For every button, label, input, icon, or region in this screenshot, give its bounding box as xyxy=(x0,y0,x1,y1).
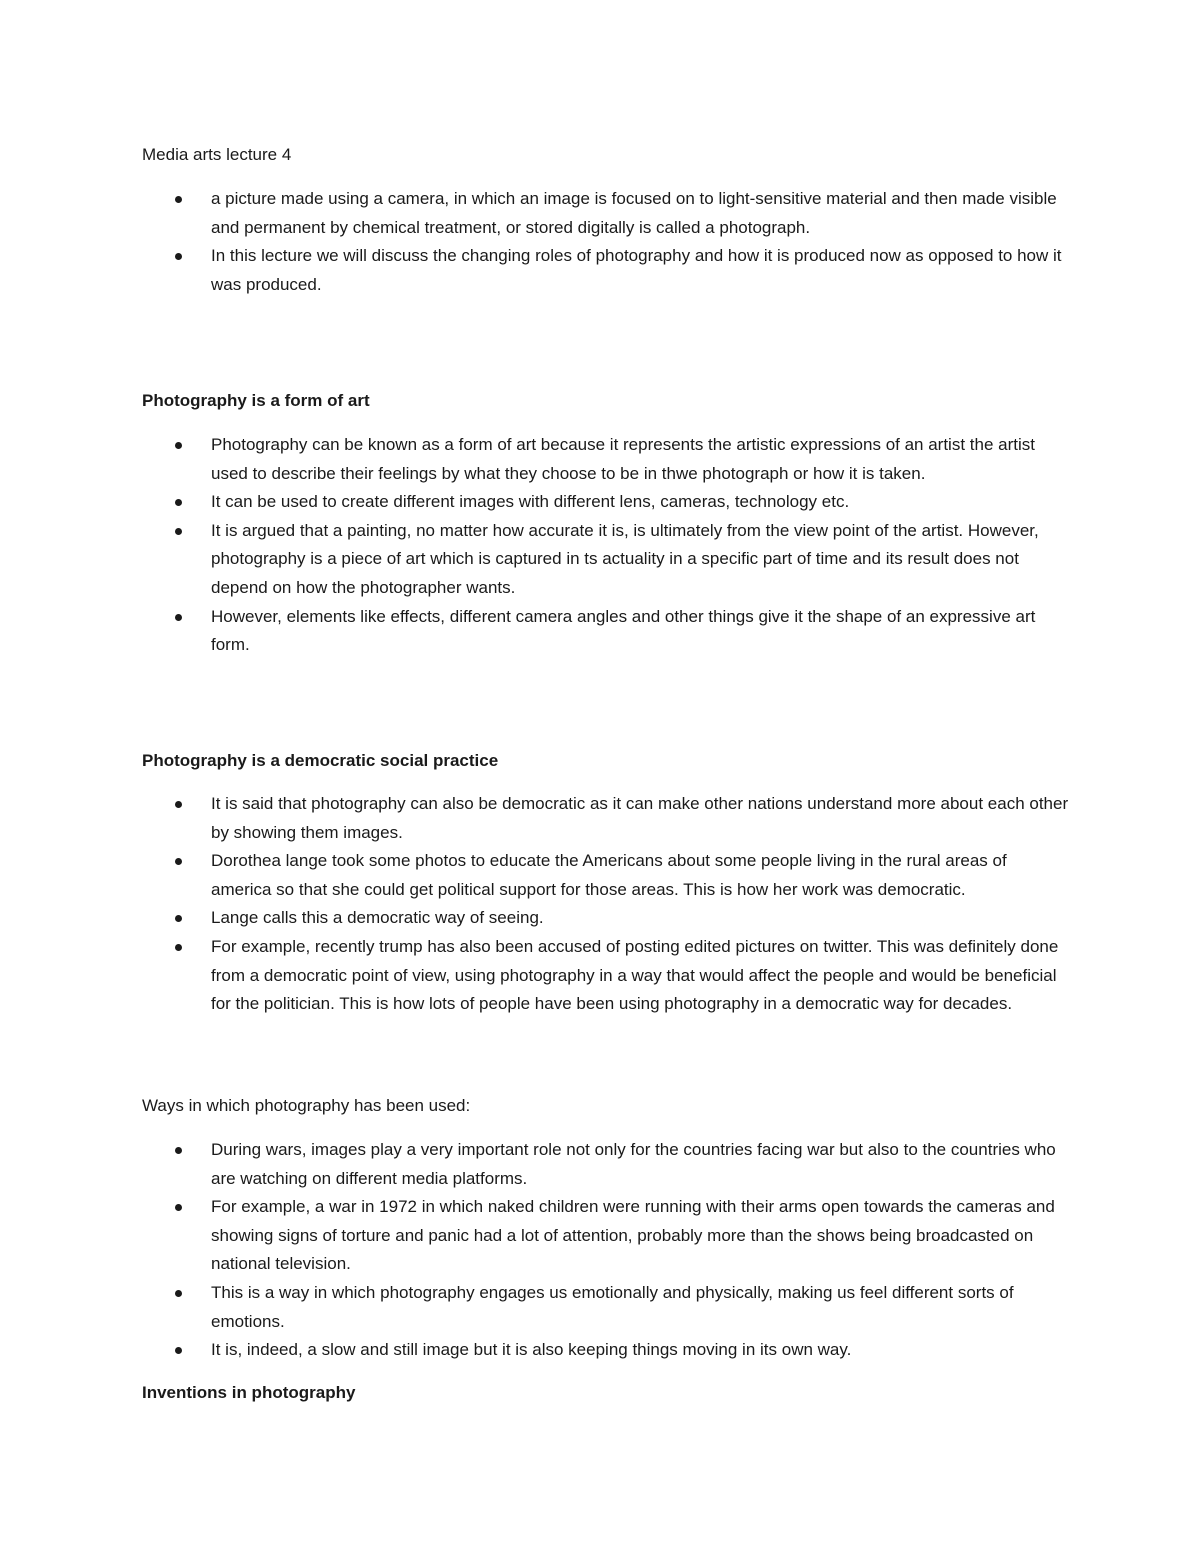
list-item xyxy=(0,603,1071,660)
document-title: Media arts lecture 4 xyxy=(142,145,292,164)
bullet-icon xyxy=(175,528,182,535)
list-item xyxy=(0,790,1071,847)
bullet-icon xyxy=(175,858,182,865)
list-item-text: Dorothea lange took some photos to educate the Americans about some people living in the rural areas of america so that she could get political support for those areas. This is how her work was democratic. xyxy=(211,851,1007,899)
list-item-text: In this lecture we will discuss the changing roles of photography and how it is produced now as opposed to how it was produced. xyxy=(211,246,1062,294)
bullet-icon xyxy=(175,915,182,922)
bullet-icon xyxy=(175,944,182,951)
list-item-text: During wars, images play a very important role not only for the countries facing war but also to the countries who are watching on different media platforms. xyxy=(211,1140,1056,1188)
list-item xyxy=(0,847,1071,904)
list-item-text: For example, a war in 1972 in which naked children were running with their arms open towards the cameras and showing signs of torture and panic had a lot of attention, probably more than the shows being broadcasted on national television. xyxy=(211,1197,1055,1274)
list-item xyxy=(0,431,1071,488)
list-item-text: For example, recently trump has also been accused of posting edited pictures on twitter. This was definitely done from a democratic point of view, using photography in a way that would affect the people and would be beneficial for the politician. This is how lots of people have been using photography in a democratic way for decades. xyxy=(211,936,1059,1014)
list-item-text: However, elements like effects, different camera angles and other things give it the shape of an expressive art form. xyxy=(211,606,1036,655)
ways-bullet-list xyxy=(0,1136,1200,1365)
intro-bullet-list xyxy=(0,185,1200,299)
list-item xyxy=(0,1336,1071,1365)
bullet-icon xyxy=(175,1204,182,1211)
section-label-ways: Ways in which photography has been used: xyxy=(142,1096,471,1115)
list-item xyxy=(0,185,1071,242)
list-item xyxy=(0,517,1071,603)
section-heading-democratic: Photography is a democratic social practice xyxy=(142,751,499,770)
bullet-icon xyxy=(175,442,182,449)
bullet-icon xyxy=(175,499,182,506)
bullet-icon xyxy=(175,196,182,203)
section-heading-art: Photography is a form of art xyxy=(142,391,370,410)
list-item xyxy=(0,1136,1071,1193)
list-item-text: It is argued that a painting, no matter how accurate it is, is ultimately from the view point of the artist. However, photography is a piece of art which is captured in ts actuality in a specific part of time and its result does not depend on how the photographer wants. xyxy=(211,520,1039,597)
section-heading-inventions: Inventions in photography xyxy=(142,1383,356,1402)
list-item xyxy=(0,933,1071,1019)
list-item xyxy=(0,904,1071,933)
list-item-text: Photography can be known as a form of art because it represents the artistic expressions of an artist the artist used to describe their feelings by what they choose to be in thwe photograph or how it is taken. xyxy=(211,435,1035,483)
art-bullet-list xyxy=(0,431,1200,660)
bullet-icon xyxy=(175,1347,182,1354)
list-item-text: It is, indeed, a slow and still image but it is also keeping things moving in its own way. xyxy=(211,1340,852,1360)
bullet-icon xyxy=(175,614,182,621)
list-item xyxy=(0,1193,1071,1279)
list-item xyxy=(0,1279,1071,1336)
list-item-text: This is a way in which photography engages us emotionally and physically, making us feel different sorts of emotions. xyxy=(211,1282,1014,1331)
list-item xyxy=(0,242,1071,299)
bullet-icon xyxy=(175,1147,182,1154)
list-item xyxy=(0,488,1071,517)
list-item-text: It can be used to create different images with different lens, cameras, technology etc. xyxy=(211,492,850,512)
bullet-icon xyxy=(175,1290,182,1297)
bullet-icon xyxy=(175,801,182,808)
list-item-text: Lange calls this a democratic way of seeing. xyxy=(211,908,544,928)
list-item-text: It is said that photography can also be democratic as it can make other nations understand more about each other by showing them images. xyxy=(211,794,1069,842)
democratic-bullet-list xyxy=(0,790,1200,1019)
list-item-text: a picture made using a camera, in which an image is focused on to light-sensitive material and then made visible and permanent by chemical treatment, or stored digitally is called a photograph. xyxy=(211,189,1057,237)
bullet-icon xyxy=(175,253,182,260)
